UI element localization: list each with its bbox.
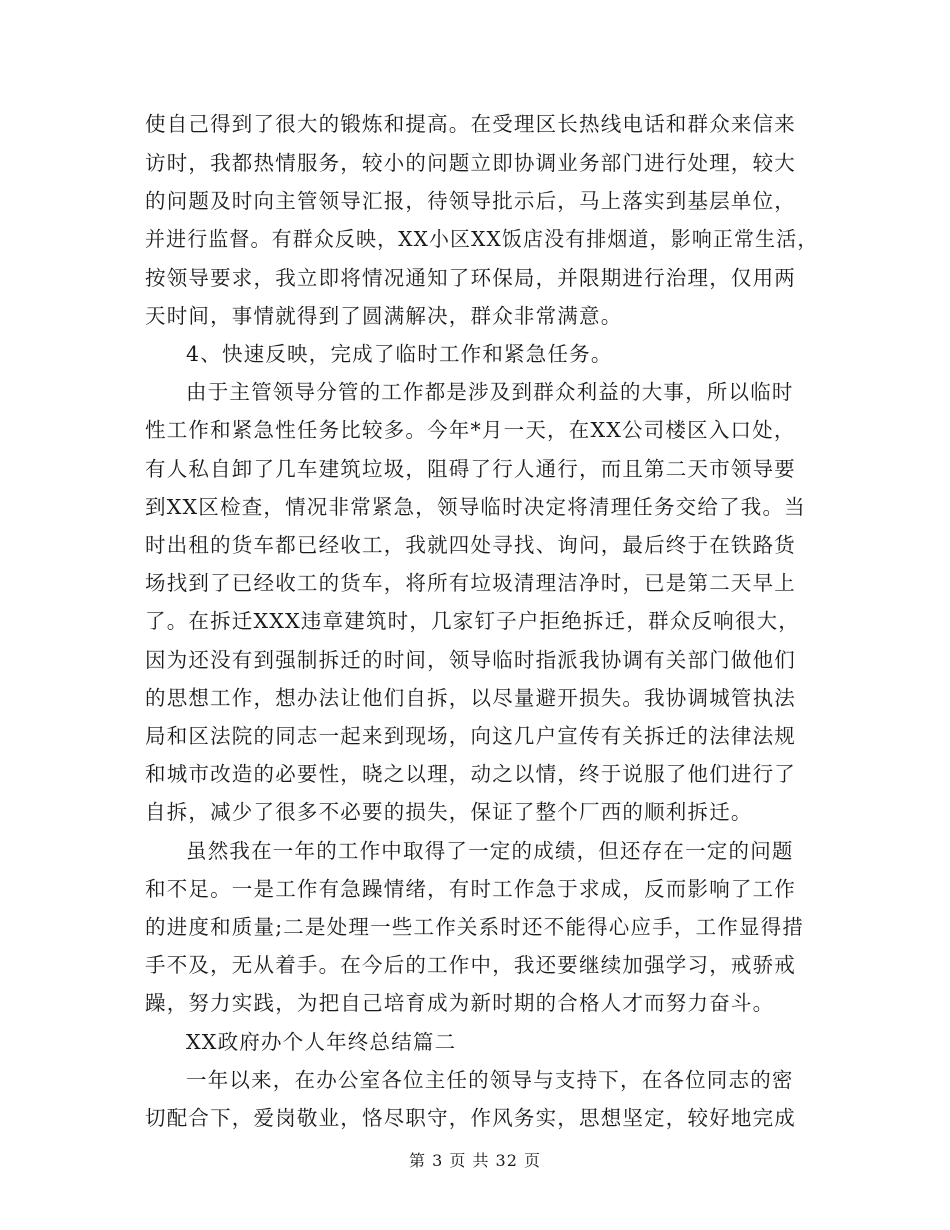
section-heading: XX政府办个人年终总结篇二 (186, 1030, 457, 1054)
text-line: 使自己得到了很大的锻炼和提高。在受理区长热线电话和群众来信来 (145, 112, 796, 136)
text-line: 访时，我都热情服务，较小的问题立即协调业务部门进行处理，较大 (145, 151, 796, 175)
page-number-footer: 第 3 页 共 32 页 (409, 1151, 541, 1170)
text-line: 到XX区检查，情况非常紧急，领导临时决定将清理任务交给了我。当 (145, 495, 806, 519)
text-line: 天时间，事情就得到了圆满解决，群众非常满意。 (145, 304, 623, 328)
text-line: 按领导要求，我立即将情况通知了环保局，并限期进行治理，仅用两 (145, 266, 796, 290)
text-line: 有人私自卸了几车建筑垃圾，阻碍了行人通行，而且第二天市领导要 (145, 457, 796, 481)
text-line: 虽然我在一年的工作中取得了一定的成绩，但还存在一定的问题 (186, 839, 794, 863)
text-line: 由于主管领导分管的工作都是涉及到群众利益的大事，所以临时 (186, 380, 794, 404)
text-line: 并进行监督。有群众反映，XX小区XX饭店没有排烟道，影响正常生活， (145, 227, 819, 251)
text-line: 躁，努力实践，为把自己培育成为新时期的合格人才而努力奋斗。 (145, 991, 775, 1015)
text-line: 自拆，减少了很多不必要的损失，保证了整个厂西的顺利拆迁。 (145, 800, 753, 824)
text-line: 和不足。一是工作有急躁情绪，有时工作急于求成，反而影响了工作 (145, 877, 796, 901)
text-line: 的问题及时向主管领导汇报，待领导批示后，马上落实到基层单位， (145, 189, 796, 213)
text-line: 性工作和紧急性任务比较多。今年*月一天，在XX公司楼区入口处， (145, 418, 796, 442)
section-heading: 4、快速反映，完成了临时工作和紧急任务。 (186, 342, 613, 366)
text-line: 时出租的货车都已经收工，我就四处寻找、询问，最后终于在铁路货 (145, 533, 796, 557)
text-line: 一年以来，在办公室各位主任的领导与支持下，在各位同志的密 (186, 1068, 794, 1092)
text-line: 和城市改造的必要性，晓之以理，动之以情，终于说服了他们进行了 (145, 762, 796, 786)
text-line: 的思想工作，想办法让他们自拆，以尽量避开损失。我协调城管执法 (145, 686, 796, 710)
text-line: 手不及，无从着手。在今后的工作中，我还要继续加强学习，戒骄戒 (145, 953, 796, 977)
text-line: 局和区法院的同志一起来到现场，向这几户宣传有关拆迁的法律法规 (145, 724, 796, 748)
text-line: 了。在拆迁XXX违章建筑时，几家钉子户拒绝拆迁，群众反响很大， (145, 609, 800, 633)
text-line: 场找到了已经收工的货车，将所有垃圾清理洁净时，已是第二天早上 (145, 571, 796, 595)
text-line: 切配合下，爱岗敬业，恪尽职守，作风务实，思想坚定，较好地完成 (145, 1106, 796, 1130)
text-line: 的进度和质量;二是处理一些工作关系时还不能得心应手，工作显得措 (145, 915, 805, 939)
text-line: 因为还没有到强制拆迁的时间，领导临时指派我协调有关部门做他们 (145, 648, 796, 672)
